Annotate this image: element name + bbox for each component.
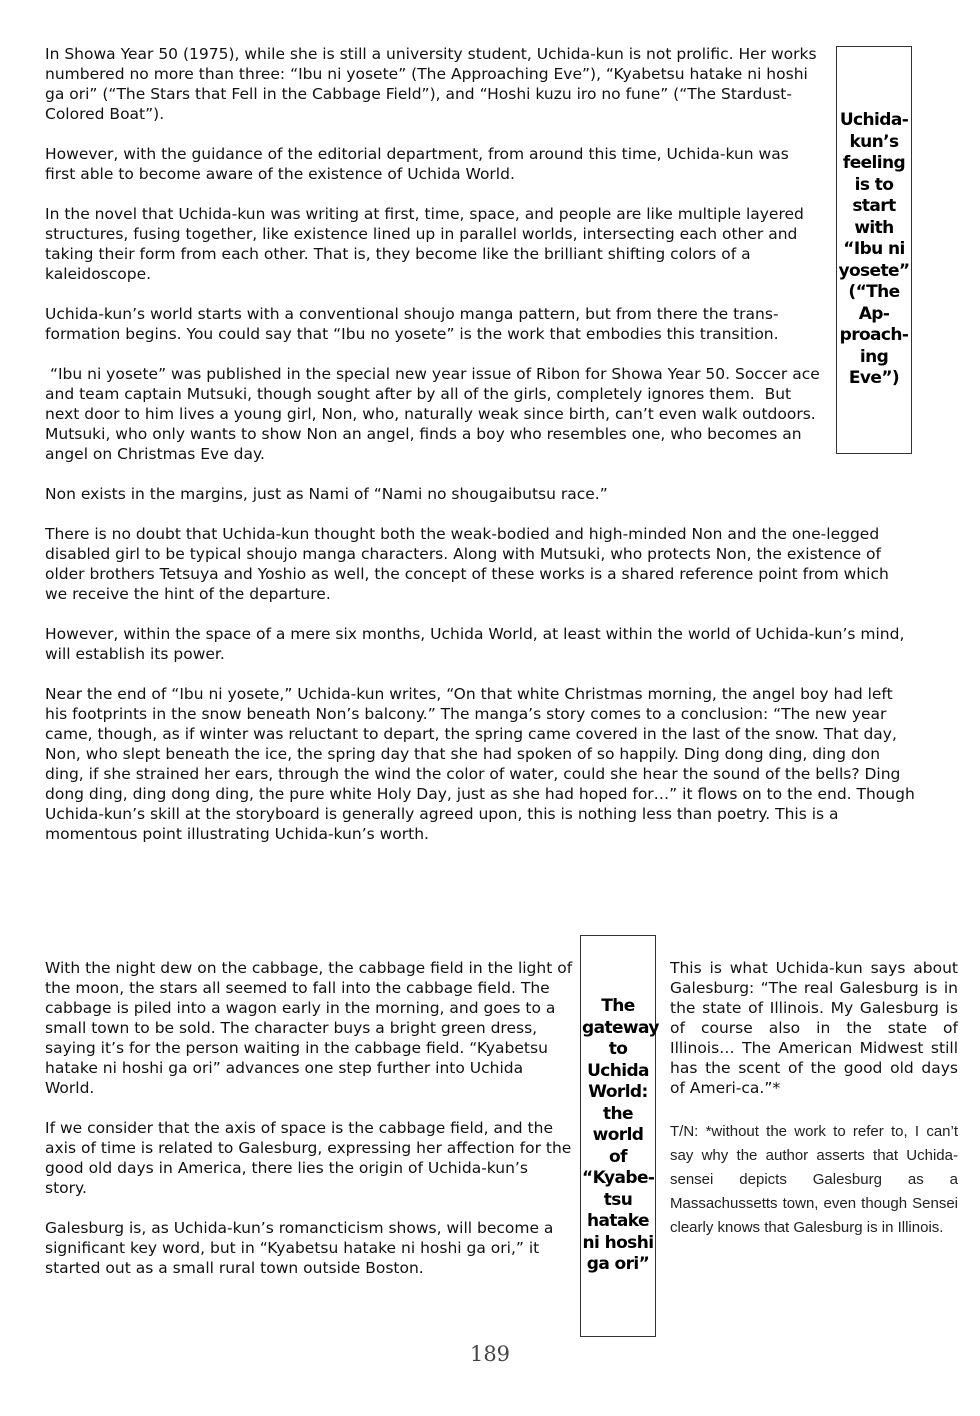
body-paragraph-1: In Showa Year 50 (1975), while she is still a university student, Uchida-kun is not prolific. Her works numbered no more than three: “Ibu ni yosete” (The Approaching Eve”), “Kyabetsu hatake ni hoshi ga ori” (“The Stars that Fell in the Cabbage Field”), and “Hoshi kuzu iro no fune” (“The Stardust-Colored Boat”).: [45, 45, 817, 123]
galesburg-quote: This is what Uchida-kun says about Galesburg: “The real Galesburg is in the state of Illinois. My Galesburg is of course also in the state of Illinois… The American Midwest still has the scent of the good old days of Ameri-ca.”*: [670, 959, 958, 1097]
body-paragraph-10: With the night dew on the cabbage, the cabbage field in the light of the moon, the stars all seemed to fall into the cabbage field. The cabbage is piled into a wagon early in the morning, and goes to a small town to be sold. The character buys a bright green dress, saying it’s for the person waiting in the cabbage field. “Kyabetsu hatake ni hoshi ga ori” advances one step further into Uchida World.: [45, 959, 573, 1097]
sidebar-box-kyabetsu: [580, 935, 659, 1337]
body-paragraph-7: There is no doubt that Uchida-kun thought both the weak-bodied and high-minded Non and the one-legged disabled girl to be typical shoujo manga characters. Along with Mutsuki, who protects Non, the existence of older brothers Tetsuya and Yoshio as well, the concept of these works is a shared reference point from which we receive the hint of the departure.: [45, 525, 889, 603]
body-paragraph-9: Near the end of “Ibu ni yosete,” Uchida-kun writes, “On that white Christmas morning, the angel boy had left his footprints in the snow beneath Non’s balcony.” The manga’s story comes to a conclusion: “The new year came, though, as if winter was reluctant to depart, the spring came covered in the last of the snow. That day, Non, who slept beneath the ice, the spring day that she had spoken of so happily. Ding dong ding, ding don ding, if she strained her ears, through the wind the color of water, could she hear the sound of the bells? Ding dong ding, ding dong ding, the pure white Holy Day, just as she had hoped for…” it flows on to the end. Though Uchida-kun’s skill at the storyboard is generally agreed upon, this is nothing less than poetry. This is a momentous point illustrating Uchida-kun’s worth.: [45, 685, 915, 843]
page-number: 189: [469, 1342, 511, 1366]
body-paragraph-11: If we consider that the axis of space is the cabbage field, and the axis of time is related to Galesburg, expressing her affection for the good old days in America, there lies the origin of Uchida-kun’s story.: [45, 1119, 572, 1197]
body-paragraph-6: Non exists in the margins, just as Nami of “Nami no shougaibutsu race.”: [45, 485, 608, 503]
sidebar-caption-ibu-ni-yosete: Uchida-kun’s feeling is to start with “Ibu ni yosete” (“The Ap-proach-ing Eve”): [838, 110, 910, 389]
body-paragraph-8: However, within the space of a mere six months, Uchida World, at least within the world of Uchida-kun’s mind, will establish its power.: [45, 625, 905, 663]
body-paragraph-4: Uchida-kun’s world starts with a conventional shoujo manga pattern, but from there the trans-formation begins. You could say that “Ibu no yosete” is the work that embodies this transition.: [45, 305, 779, 343]
body-paragraph-2: However, with the guidance of the editorial department, from around this time, Uchida-kun was first able to become aware of the existence of Uchida World.: [45, 145, 789, 183]
sidebar-box-ibu-ni-yosete: [836, 46, 912, 454]
translator-note: T/N: *without the work to refer to, I can’t say why the author asserts that Uchida-sensei depicts Galesburg as a Massachussetts town, even though Sensei clearly knows that Galesburg is in Illinois.: [670, 1123, 958, 1236]
sidebar-caption-kyabetsu: The gateway to Uchida World: the world of “Kyabe-tsu hatake ni hoshi ga ori”: [582, 996, 659, 1275]
body-paragraph-5: “Ibu ni yosete” was published in the special new year issue of Ribon for Showa Year 50. Soccer ace and team captain Mutsuki, though sought after by all of the girls, completely ignores them. But next door to him lives a young girl, Non, who, naturally weak since birth, can’t even walk outdoors. Mutsuki, who only wants to show Non an angel, finds a boy who resembles one, who becomes an angel on Christmas Eve day.: [45, 365, 825, 463]
body-paragraph-3: In the novel that Uchida-kun was writing at first, time, space, and people are like multiple layered structures, fusing together, like existence lined up in parallel worlds, intersecting each other and taking their form from each other. That is, they become like the brilliant shifting colors of a kaleidoscope.: [45, 205, 804, 283]
body-paragraph-12: Galesburg is, as Uchida-kun’s romancticism shows, will become a significant key word, but in “Kyabetsu hatake ni hoshi ga ori,” it started out as a small rural town outside Boston.: [45, 1219, 554, 1277]
